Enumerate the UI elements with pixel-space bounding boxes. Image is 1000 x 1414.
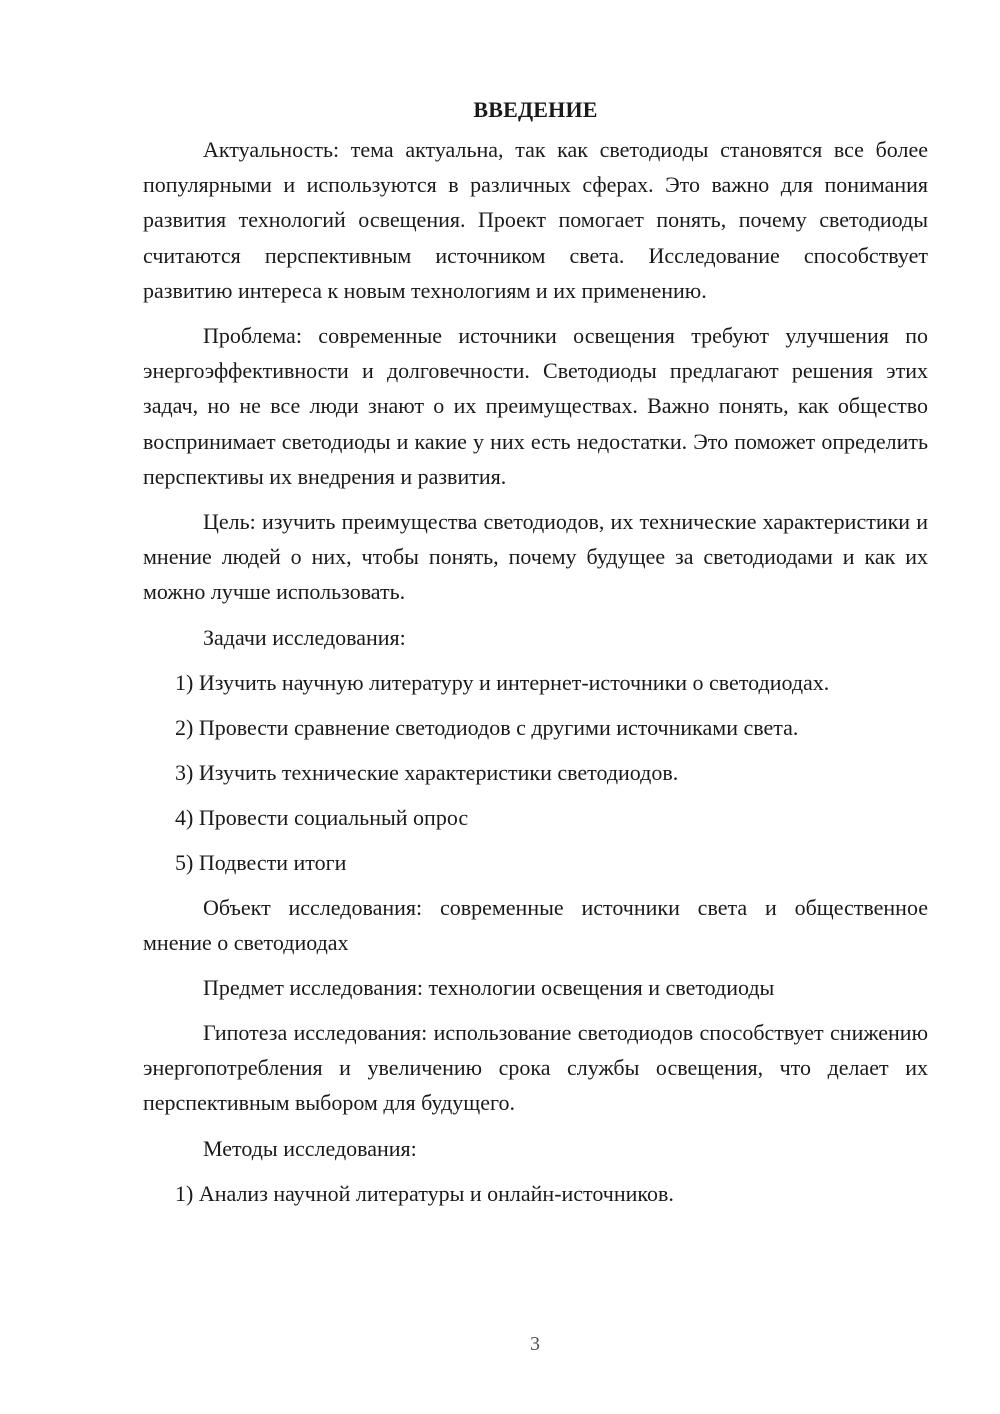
goal-paragraph: Цель: изучить преимущества светодиодов, их технические характеристики и мнение людей о них, чтобы понять, почему будущее за светодиодами и как их можно лучше использовать. <box>143 509 928 605</box>
section-title: ВВЕДЕНИЕ <box>473 97 598 122</box>
document-page <box>143 92 928 1221</box>
object-paragraph: Объект исследования: современные источники света и общественное мнение о светодиодах <box>143 894 928 955</box>
relevance-paragraph: Актуальность: тема актуальна, так как светодиоды становятся все более популярными и используются в различных сферах. Это важно для понимания развития технологий освещения. Проект помогает понять, почему светодиоды считаются перспективным источником света. Исследование способствует развитию интереса к новым технологиям и их применению. <box>143 137 928 303</box>
task-item: 3) Изучить технические характеристики светодиодов. <box>175 759 679 785</box>
subject-paragraph: Предмет исследования: технологии освещения и светодиоды <box>203 975 775 1001</box>
task-item: 1) Изучить научную литературу и интернет-источники о светодиодах. <box>175 669 830 695</box>
method-item: 1) Анализ научной литературы и онлайн-источников. <box>175 1180 674 1206</box>
task-item: 4) Провести социальный опрос <box>175 804 469 830</box>
tasks-heading: Задачи исследования: <box>203 624 406 650</box>
methods-heading: Методы исследования: <box>203 1135 417 1161</box>
problem-paragraph: Проблема: современные источники освещения требуют улучшения по энергоэффективности и долговечности. Светодиоды предлагают решения этих задач, но не все люди знают о их преимуществах. Важно понять, как общество воспринимает светодиоды и какие у них есть недостатки. Это поможет определить перспективы их внедрения и развития. <box>143 323 928 489</box>
task-item: 5) Подвести итоги <box>175 849 347 875</box>
task-item: 2) Провести сравнение светодиодов с другими источниками света. <box>175 714 799 740</box>
page-number: 3 <box>530 1333 540 1355</box>
hypothesis-paragraph: Гипотеза исследования: использование светодиодов способствует снижению энергопотребления и увеличению срока службы освещения, что делает их перспективным выбором для будущего. <box>143 1020 928 1116</box>
